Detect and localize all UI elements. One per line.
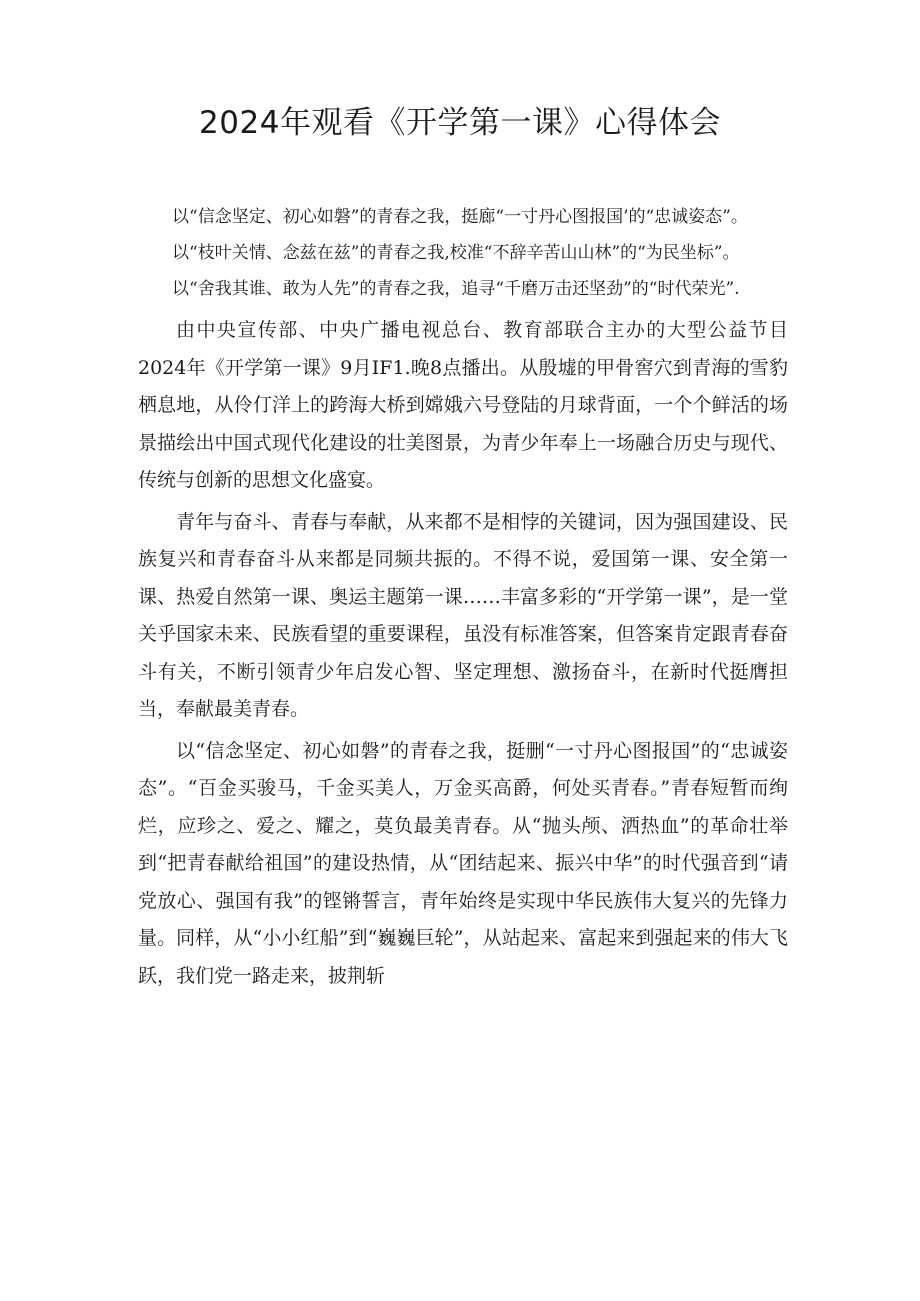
paragraph-6: 以“信念坚定、初心如磐”的青春之我，挺删“一寸丹心图报国”的“忠诚姿态”。“百金买骏马，千金买美人，万金买高爵，何处买青春。”青春短暂而绚烂，应珍之、爱之、耀之，莫负最美青春。从“抛头颅、洒热血”的革命壮举到“把青春献给祖国”的建设热情，从“团结起来、振兴中华”的时代强音到“请党放心、强国有我”的铿锵誓言，青年始终是实现中华民族伟大复兴的先锋力量。同样，从“小小红船”到“巍巍巨轮”，从站起来、富起来到强起来的伟大飞跃，我们党一路走来，披荆斩: [138, 739, 788, 987]
paragraph-5: 青年与奋斗、青春与奉献，从来都不是相悖的关键词，因为强国建设、民族复兴和青春奋斗从来都是同频共振的。不得不说，爱国第一课、安全第一课、热爱自然第一课、奥运主题第一课……丰富多彩的“开学第一课”，是一堂关乎国家未来、民族看望的重要课程，虽没有标准答案，但答案肯定跟青春奋斗有关，不断引领青少年启发心智、坚定理想、激扬奋斗，在新时代挺膺担当，奉献最美青春。: [138, 510, 788, 720]
paragraph-1: 以“信念坚定、初心如磐”的青春之我，挺廊“一寸丹心图报国’的“忠诚姿态”。: [172, 207, 748, 227]
paragraph-2: 以“枝叶关情、念兹在兹”的青春之我,校准“不辞辛苦山山林”的“为民坐标”。: [172, 243, 740, 263]
paragraph-4: 由中央宣传部、中央广播电视总台、教育部联合主办的大型公益节目2024年《开学第一课》9月IF1.晚8点播出。从殷墟的甲骨窖穴到青海的雪豹栖息地，从伶仃洋上的跨海大桥到嫦娥六号登陆的月球背面，一个个鲜活的场景描绘出中国式现代化建设的壮美图景，为青少年奉上一场融合历史与现代、传统与创新的思想文化盛宴。: [138, 319, 788, 491]
document-body: [138, 199, 788, 995]
paragraph-3: 以“舍我其谁、敢为人先”的青春之我，追寻“千磨万击还坚劲”的“时代荣光”.: [172, 279, 740, 299]
document-title: 2024年观看《开学第一课》心得体会: [199, 105, 721, 141]
